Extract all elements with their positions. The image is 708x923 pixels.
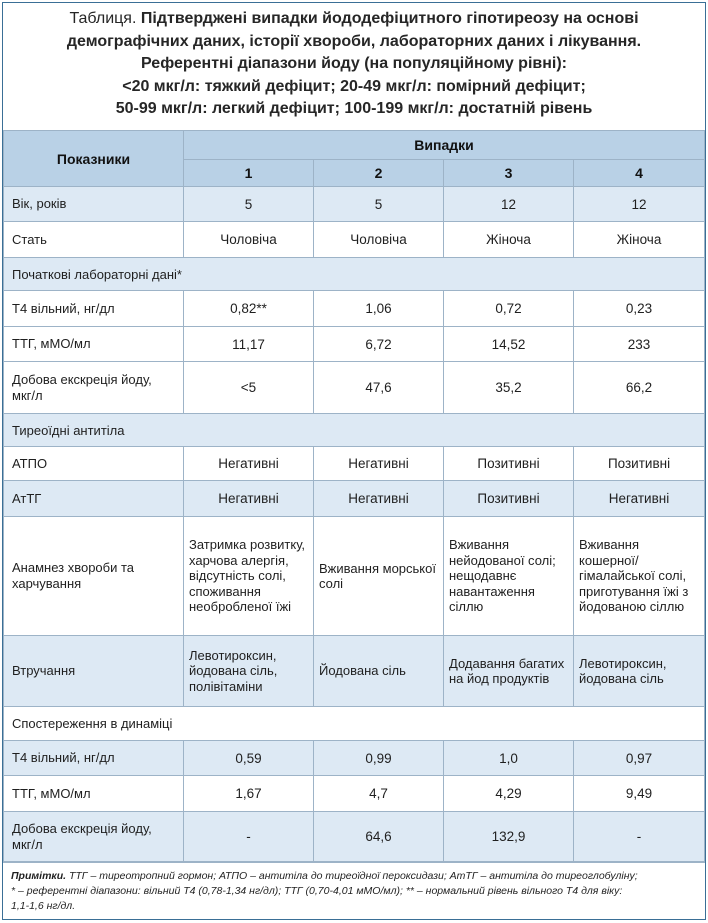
table-cell: Вживання кошерної/ гімалайської солі, приготування їжі з йодованою сіллю: [574, 517, 705, 636]
table-cell: 9,49: [574, 776, 705, 812]
table-row-sex: [4, 222, 705, 258]
section-followup: [4, 707, 705, 741]
table-cell: Йодована сіль: [314, 636, 444, 707]
header-case-4: 4: [574, 160, 705, 187]
table-cell: Затримка розвитку, харчова алергія, відсутність солі, споживання необробленої їжі: [184, 517, 314, 636]
table-cell: 11,17: [184, 327, 314, 362]
row-label: Стать: [4, 222, 184, 258]
row-label: Добова екскреція йоду, мкг/л: [4, 812, 184, 862]
table-cell: Позитивні: [444, 481, 574, 517]
table-row-tsh-follow: [4, 776, 705, 812]
title-line-1: [11, 8, 697, 31]
table-cell: Чоловіча: [184, 222, 314, 258]
table-cell: 5: [184, 187, 314, 222]
title-bold-line-1: Підтверджені випадки йододефіцитного гіпотиреозу на основі: [140, 10, 639, 27]
table-cell: Левотироксин, йодована сіль: [574, 636, 705, 707]
section-title: Початкові лабораторні дані*: [4, 258, 705, 291]
table-cell: Чоловіча: [314, 222, 444, 258]
table-cell: 1,0: [444, 741, 574, 776]
table-row-history: [4, 517, 705, 636]
table-row-atpo: [4, 447, 705, 481]
table-cell: -: [184, 812, 314, 862]
header-case-3: 3: [444, 160, 574, 187]
table-cell: 12: [444, 187, 574, 222]
table-row-tsh: [4, 327, 705, 362]
table-notes: [3, 862, 705, 914]
row-label: АТПО: [4, 447, 184, 481]
table-cell: Позитивні: [444, 447, 574, 481]
title-prefix: Таблиця.: [69, 10, 137, 27]
table-cell: -: [574, 812, 705, 862]
row-label: Анамнез хвороби та харчування: [4, 517, 184, 636]
table-row-attg: [4, 481, 705, 517]
table-cell: 35,2: [444, 362, 574, 414]
table-cell: 0,82**: [184, 291, 314, 327]
row-label: Т4 вільний, нг/дл: [4, 291, 184, 327]
title-line-2: демографічних даних, історії хвороби, лабораторних даних і лікування.: [66, 32, 642, 50]
table-cell: 64,6: [314, 812, 444, 862]
table-cell: 4,29: [444, 776, 574, 812]
table-cell: Левотироксин, йодована сіль, полівітаміни: [184, 636, 314, 707]
section-title: Тиреоїдні антитіла: [4, 414, 705, 447]
table-cell: 0,97: [574, 741, 705, 776]
table-cell: Вживання морської солі: [314, 517, 444, 636]
data-table: [3, 130, 705, 862]
section-antibodies: [4, 414, 705, 447]
table-frame: [2, 2, 706, 920]
header-case-1: 1: [184, 160, 314, 187]
notes-line-2: * – референтні діапазони: вільний Т4 (0,78-1,34 нг/дл); ТТГ (0,70-4,01 мМО/мл); ** – нормальний рівень вільного Т4 для віку:: [11, 885, 623, 897]
row-label: Т4 вільний, нг/дл: [4, 741, 184, 776]
table-row-t4-follow: [4, 741, 705, 776]
table-cell: Негативні: [574, 481, 705, 517]
title-line-4: <20 мкг/л: тяжкий дефіцит; 20-49 мкг/л: помірний дефіцит;: [122, 77, 586, 95]
row-label: Добова екскреція йоду, мкг/л: [4, 362, 184, 414]
table-row-t4: [4, 291, 705, 327]
table-cell: 47,6: [314, 362, 444, 414]
table-cell: Негативні: [184, 481, 314, 517]
table-cell: <5: [184, 362, 314, 414]
table-cell: Додавання багатих на йод продуктів: [444, 636, 574, 707]
table-row-iodine-follow: [4, 812, 705, 862]
table-cell: Позитивні: [574, 447, 705, 481]
header-cases: Випадки: [184, 131, 705, 160]
table-cell: 132,9: [444, 812, 574, 862]
table-cell: Негативні: [314, 447, 444, 481]
table-cell: 6,72: [314, 327, 444, 362]
section-title: Спостереження в динаміці: [4, 707, 705, 741]
table-cell: 0,72: [444, 291, 574, 327]
table-cell: 14,52: [444, 327, 574, 362]
row-label: ТТГ, мМО/мл: [4, 776, 184, 812]
title-line-5: 50-99 мкг/л: легкий дефіцит; 100-199 мкг/л: достатній рівень: [115, 100, 593, 117]
table-cell: 66,2: [574, 362, 705, 414]
table-cell: 233: [574, 327, 705, 362]
table-cell: 0,99: [314, 741, 444, 776]
title-line-3: Референтні діапазони йоду (на популяційному рівні):: [141, 55, 567, 72]
row-label: ТТГ, мМО/мл: [4, 327, 184, 362]
table-cell: Негативні: [184, 447, 314, 481]
table-cell: 1,67: [184, 776, 314, 812]
row-label: Вік, років: [4, 187, 184, 222]
table-cell: 0,23: [574, 291, 705, 327]
header-indicators: Показники: [4, 131, 184, 187]
notes-heading: Примітки.: [11, 870, 67, 882]
header-case-2: 2: [314, 160, 444, 187]
table-cell: Вживання нейодованої солі; нещодавнє навантаження сіллю: [444, 517, 574, 636]
table-cell: Жіноча: [444, 222, 574, 258]
table-row-age: [4, 187, 705, 222]
table-row-iodine: [4, 362, 705, 414]
table-cell: 12: [574, 187, 705, 222]
notes-line-3: 1,1-1,6 нг/дл.: [11, 900, 76, 912]
notes-line-1: [11, 869, 697, 884]
table-cell: 5: [314, 187, 444, 222]
table-row-treatment: [4, 636, 705, 707]
table-cell: 1,06: [314, 291, 444, 327]
row-label: АтТГ: [4, 481, 184, 517]
table-cell: 0,59: [184, 741, 314, 776]
row-label: Втручання: [4, 636, 184, 707]
table-cell: Жіноча: [574, 222, 705, 258]
table-cell: Негативні: [314, 481, 444, 517]
table-cell: 4,7: [314, 776, 444, 812]
notes-text-1: ТТГ – тиреотропний гормон; АТПО – антитіла до тиреоїдної пероксидази; АтТГ – антитіла до тиреоглобуліну;: [68, 870, 638, 882]
section-initial-labs: [4, 258, 705, 291]
table-title: [3, 3, 705, 130]
